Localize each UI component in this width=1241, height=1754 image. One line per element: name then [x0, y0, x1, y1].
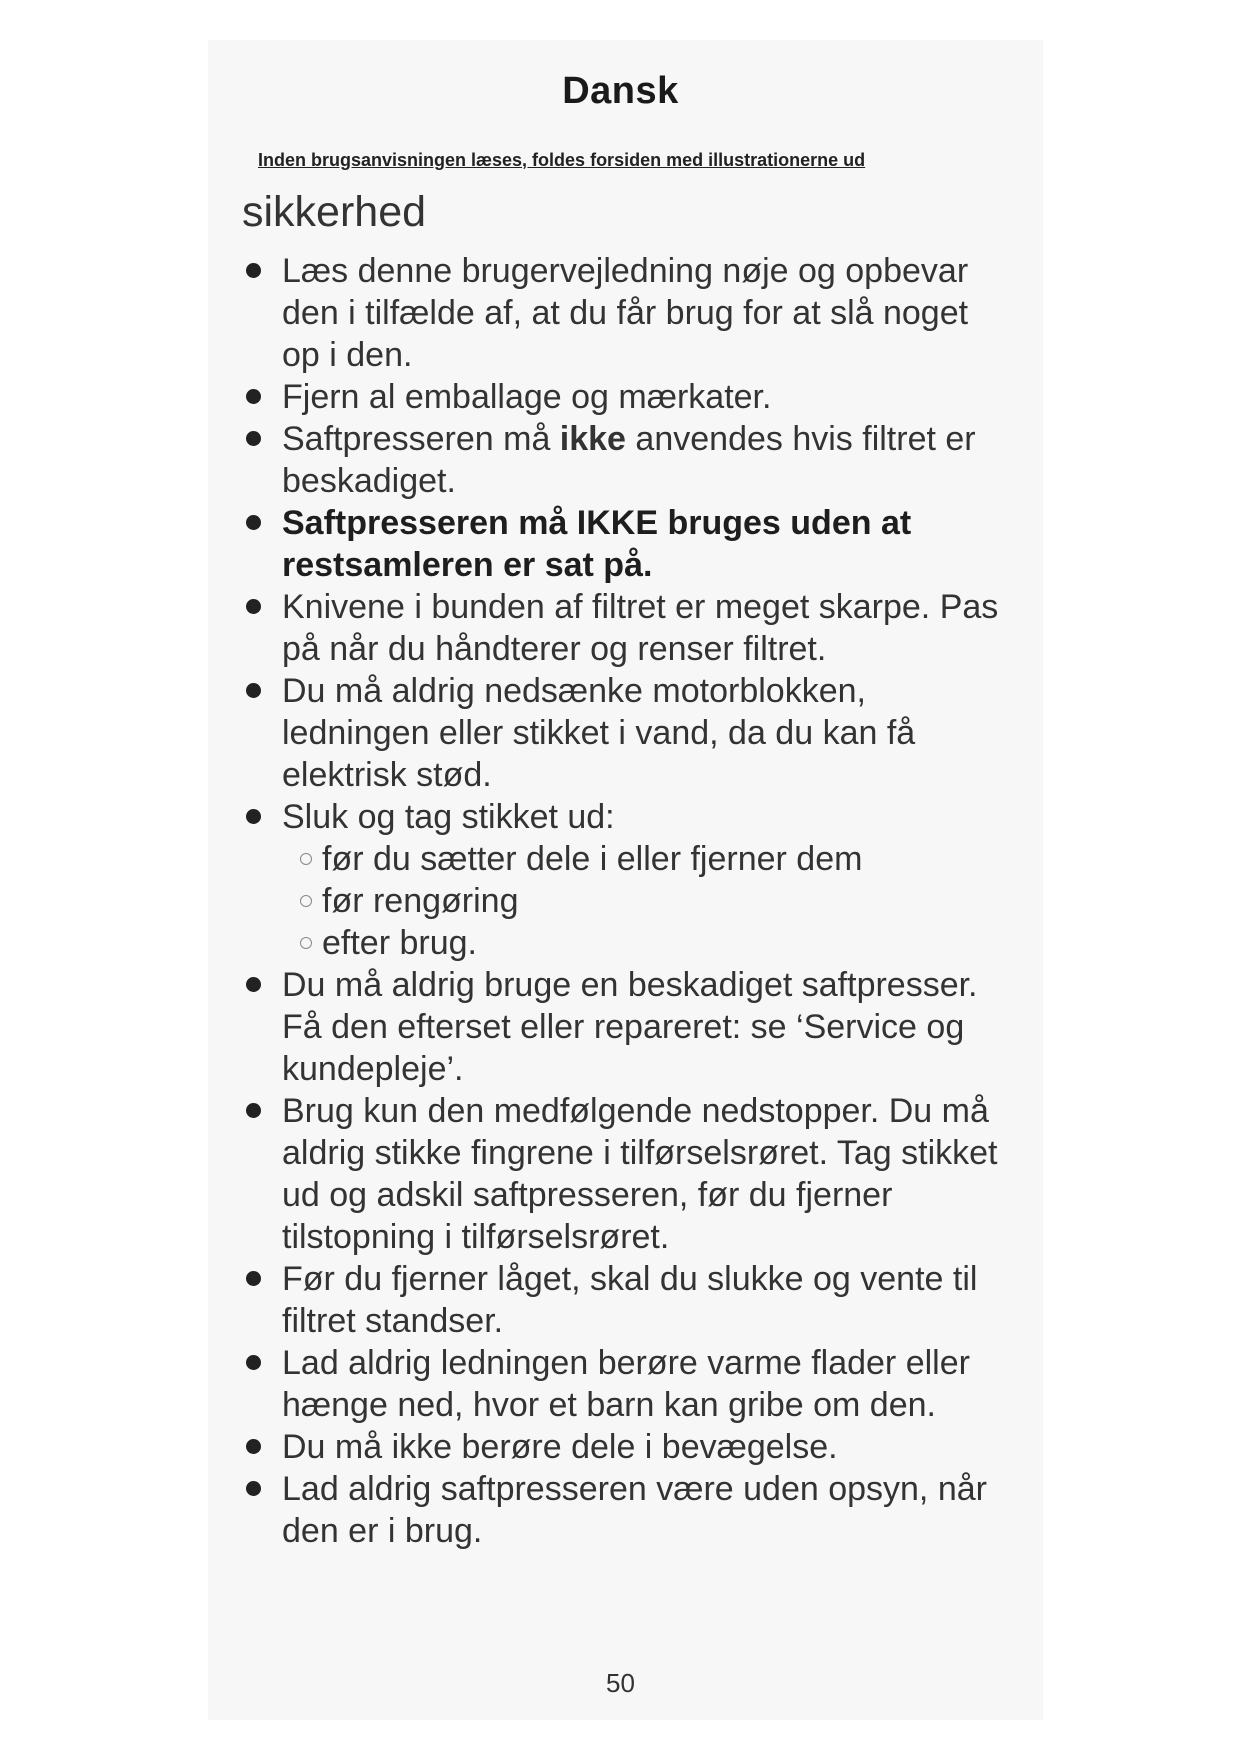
list-item [242, 796, 1012, 964]
sub-list-item [300, 880, 1012, 922]
sub-list-item-text: efter brug. [322, 924, 477, 962]
list-item-text: anvendes hvis filtret er beskadiget. [282, 420, 976, 500]
bullet-icon [246, 1439, 261, 1454]
list-item-text: Saftpresseren må [282, 420, 560, 458]
list-item [242, 1426, 1012, 1468]
list-item-text: Du må ikke berøre dele i bevægelse. [282, 1428, 838, 1466]
list-item-text: Lad aldrig saftpresseren være uden opsyn, når den er i brug. [282, 1470, 987, 1550]
bullet-icon [246, 1481, 261, 1496]
list-item-text: Før du fjerner låget, skal du slukke og vente til filtret standser. [282, 1260, 978, 1340]
bullet-icon [246, 599, 261, 614]
bullet-icon [246, 1271, 261, 1286]
bullet-icon [246, 515, 261, 530]
warning-text: Saftpresseren må IKKE bruges uden at restsamleren er sat på. [282, 504, 912, 584]
bullet-icon [246, 263, 261, 278]
list-item [242, 670, 1012, 796]
bullet-icon [246, 1355, 261, 1370]
list-item-text: Fjern al emballage og mærkater. [282, 378, 772, 416]
list-item [242, 1468, 1012, 1552]
list-item [242, 250, 1012, 376]
list-item-text: Brug kun den medfølgende nedstopper. Du må aldrig stikke fingrene i tilførselsrøret. Tag stikket ud og adskil saftpresseren, før du fjerner tilstopning i tilførselsrøret. [282, 1092, 998, 1256]
sub-list [282, 838, 1012, 964]
emphasis-text: ikke [559, 420, 626, 458]
list-item [242, 376, 1012, 418]
ring-bullet-icon [300, 853, 312, 865]
bullet-icon [246, 431, 261, 446]
list-item [242, 418, 1012, 502]
list-item [242, 1258, 1012, 1342]
list-item [242, 964, 1012, 1090]
list-item-text: Lad aldrig ledningen berøre varme flader eller hænge ned, hvor et barn kan gribe om den. [282, 1344, 970, 1424]
list-item [242, 1090, 1012, 1258]
list-item [242, 586, 1012, 670]
sub-list-item-text: før rengøring [322, 882, 519, 920]
bullet-icon [246, 389, 261, 404]
list-item-text: Sluk og tag stikket ud: [282, 798, 615, 836]
list-item [242, 1342, 1012, 1426]
list-item-text: Du må aldrig nedsænke motorblokken, ledningen eller stikket i vand, da du kan få elektrisk stød. [282, 672, 916, 794]
list-item-text: Læs denne brugervejledning nøje og opbevar den i tilfælde af, at du får brug for at slå noget op i den. [282, 252, 969, 374]
page-number: 50 [606, 1668, 635, 1698]
section-title: sikkerhed [242, 188, 427, 236]
sub-list-item-text: før du sætter dele i eller fjerner dem [322, 840, 863, 878]
ring-bullet-icon [300, 937, 312, 949]
list-item-text: Du må aldrig bruge en beskadiget saftpresser. Få den efterset eller repareret: se ‘Service og kundepleje’. [282, 966, 978, 1088]
bullet-icon [246, 977, 261, 992]
bullet-icon [246, 1103, 261, 1118]
ring-bullet-icon [300, 895, 312, 907]
sub-list-item [300, 838, 1012, 880]
fold-out-instruction: Inden brugsanvisningen læses, foldes forsiden med illustrationerne ud [258, 150, 866, 170]
bullet-icon [246, 683, 261, 698]
bullet-icon [246, 809, 261, 824]
language-heading: Dansk [562, 70, 679, 112]
safety-list [242, 250, 1012, 1552]
list-item-text: Knivene i bunden af filtret er meget skarpe. Pas på når du håndterer og renser filtret. [282, 588, 999, 668]
sub-list-item [300, 922, 1012, 964]
list-item [242, 502, 1012, 586]
